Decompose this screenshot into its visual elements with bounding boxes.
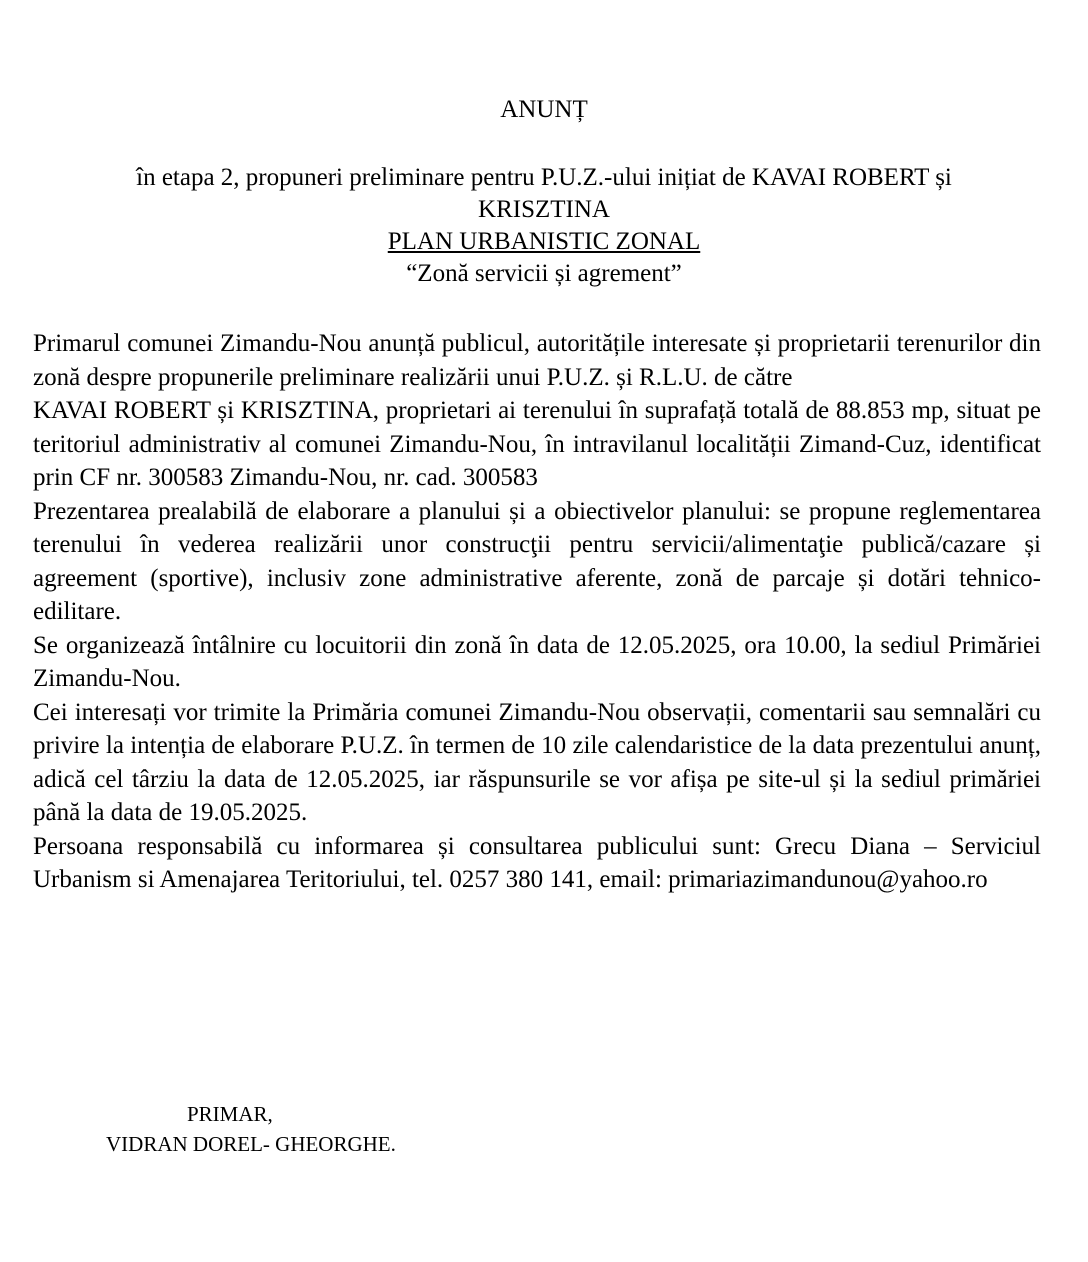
document-title: ANUNȚ bbox=[500, 96, 588, 123]
plan-name: “Zonă servicii și agrement” bbox=[406, 260, 682, 287]
subtitle-line-2: KRISZTINA bbox=[478, 196, 610, 223]
subtitle-block bbox=[40, 162, 1048, 290]
paragraph-owners: KAVAI ROBERT și KRISZTINA, proprietari ai terenului în suprafață totală de 88.853 mp, situat pe teritoriul administrativ al comunei Zimandu-Nou, în intravilanul localității Zimand-Cuz, identificat prin CF nr. 300583 Zimandu-Nou, nr. cad. 300583 bbox=[33, 397, 1041, 491]
signature-title: PRIMAR, bbox=[187, 1102, 273, 1126]
plan-title: PLAN URBANISTIC ZONAL bbox=[387, 228, 701, 255]
announcement-body bbox=[33, 327, 1041, 897]
paragraph-meeting: Se organizează întâlnire cu locuitorii din zonă în data de 12.05.2025, ora 10.00, la sediul Primăriei Zimandu-Nou. bbox=[33, 631, 1041, 692]
paragraph-contact: Persoana responsabilă cu informarea și consultarea publicului sunt: Grecu Diana – Serviciul Urbanism si Amenajarea Teritoriului, tel. 0257 380 141, email: primariazimandunou@yahoo.ro bbox=[33, 832, 1041, 893]
subtitle-line-1: în etapa 2, propuneri preliminare pentru P.U.Z.-ului inițiat de KAVAI ROBERT și bbox=[136, 164, 952, 191]
signature-name: VIDRAN DOREL- GHEORGHE. bbox=[106, 1132, 396, 1156]
paragraph-intro: Primarul comunei Zimandu-Nou anunță publicul, autoritățile interesate și proprietarii terenurilor din zonă despre propunerile preliminare realizării unui P.U.Z. și R.L.U. de către bbox=[33, 330, 1041, 391]
paragraph-presentation: Prezentarea prealabilă de elaborare a planului și a obiectivelor planului: se propune reglementarea terenului în vederea realizării unor construcţii pentru servicii/alimentaţie publică/cazare și agreement (sportive), inclusiv zone administrative aferente, zonă de parcaje și dotări tehnico-edilitare. bbox=[33, 497, 1041, 625]
paragraph-comments: Cei interesați vor trimite la Primăria comunei Zimandu-Nou observații, comentarii sau semnalări cu privire la intenția de elaborare P.U.Z. în termen de 10 zile calendaristice de la data prezentului anunț, adică cel târziu la data de 12.05.2025, iar răspunsurile se vor afișa pe site-ul și la sediul primăriei până la data de 19.05.2025. bbox=[33, 698, 1041, 826]
